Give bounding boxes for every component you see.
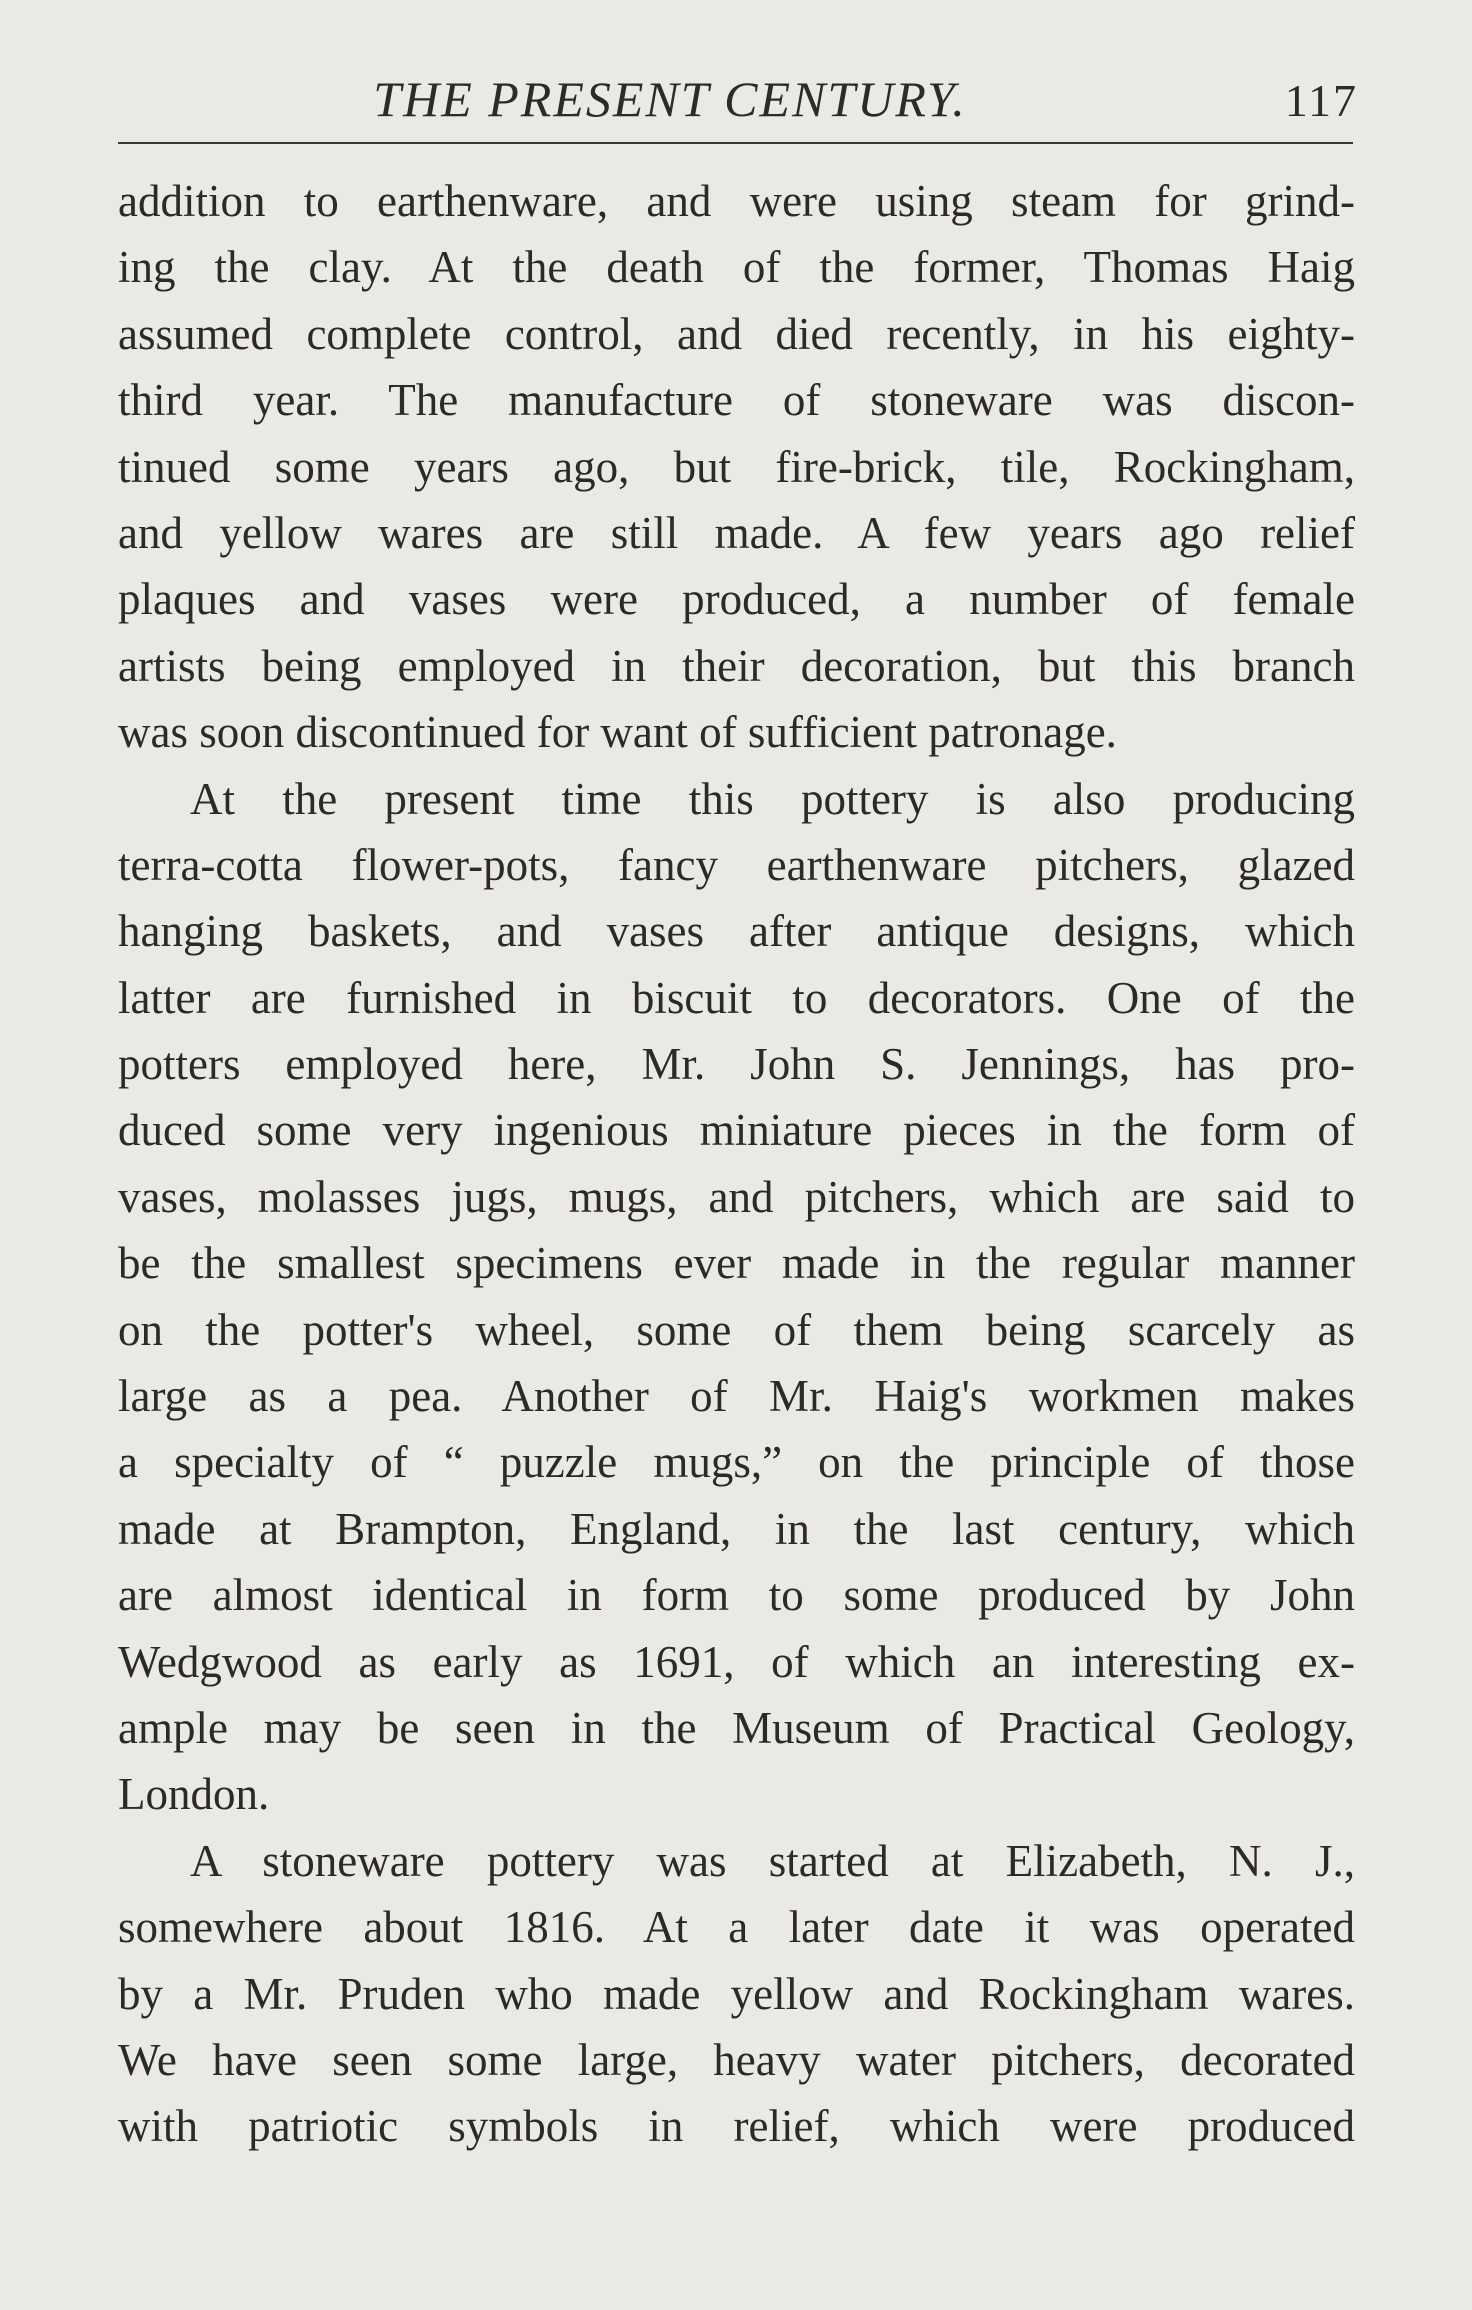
text-line: large as a pea. Another of Mr. Haig's workmen makes xyxy=(118,1371,1355,1422)
text-line: ample may be seen in the Museum of Practical Geology, xyxy=(118,1702,1355,1753)
page-number: 117 xyxy=(1284,75,1358,126)
text-line: hanging baskets, and vases after antique designs, which xyxy=(118,906,1355,957)
text-line: assumed complete control, and died recently, in his eighty- xyxy=(118,308,1355,359)
text-line: was soon discontinued for want of sufficient patronage. xyxy=(118,707,1117,758)
text-line: plaques and vases were produced, a number of female xyxy=(118,574,1355,625)
text-line: duced some very ingenious miniature pieces in the form of xyxy=(118,1105,1355,1156)
text-line: London. xyxy=(118,1769,270,1820)
text-line: third year. The manufacture of stoneware was discon- xyxy=(118,375,1355,426)
text-line: At the present time this pottery is also producing xyxy=(190,773,1355,824)
header-rule xyxy=(118,142,1353,144)
text-line: vases, molasses jugs, mugs, and pitchers, which are said to xyxy=(118,1171,1355,1222)
text-line: addition to earthenware, and were using steam for grind- xyxy=(118,176,1355,226)
text-line: made at Brampton, England, in the last century, which xyxy=(118,1503,1355,1554)
text-line: terra-cotta flower-pots, fancy earthenware pitchers, glazed xyxy=(118,839,1355,890)
text-line: with patriotic symbols in relief, which were produced xyxy=(118,2101,1355,2152)
text-line: a specialty of “ puzzle mugs,” on the principle of those xyxy=(118,1437,1355,1488)
text-line: artists being employed in their decoration, but this branch xyxy=(118,640,1355,691)
text-line: tinued some years ago, but fire-brick, tile, Rockingham, xyxy=(118,441,1355,492)
text-line: and yellow wares are still made. A few years ago relief xyxy=(118,507,1355,558)
text-line: be the smallest specimens ever made in the regular manner xyxy=(118,1238,1355,1289)
text-line: by a Mr. Pruden who made yellow and Rockingham wares. xyxy=(118,1968,1355,2019)
text-line: somewhere about 1816. At a later date it was operated xyxy=(118,1902,1355,1953)
text-line: Wedgwood as early as 1691, of which an interesting ex- xyxy=(118,1636,1355,1687)
text-line: We have seen some large, heavy water pitchers, decorated xyxy=(118,2034,1355,2085)
text-line: latter are furnished in biscuit to decorators. One of the xyxy=(118,972,1355,1023)
text-line: ing the clay. At the death of the former, Thomas Haig xyxy=(118,242,1355,293)
body-text xyxy=(118,168,1355,2160)
running-head xyxy=(118,64,1358,134)
text-line: potters employed here, Mr. John S. Jennings, has pro- xyxy=(118,1039,1355,1090)
text-line: are almost identical in form to some produced by John xyxy=(118,1570,1355,1621)
text-line: on the potter's wheel, some of them being scarcely as xyxy=(118,1304,1355,1355)
text-line: A stoneware pottery was started at Elizabeth, N. J., xyxy=(190,1835,1355,1886)
running-title: THE PRESENT CENTURY. xyxy=(373,71,967,127)
